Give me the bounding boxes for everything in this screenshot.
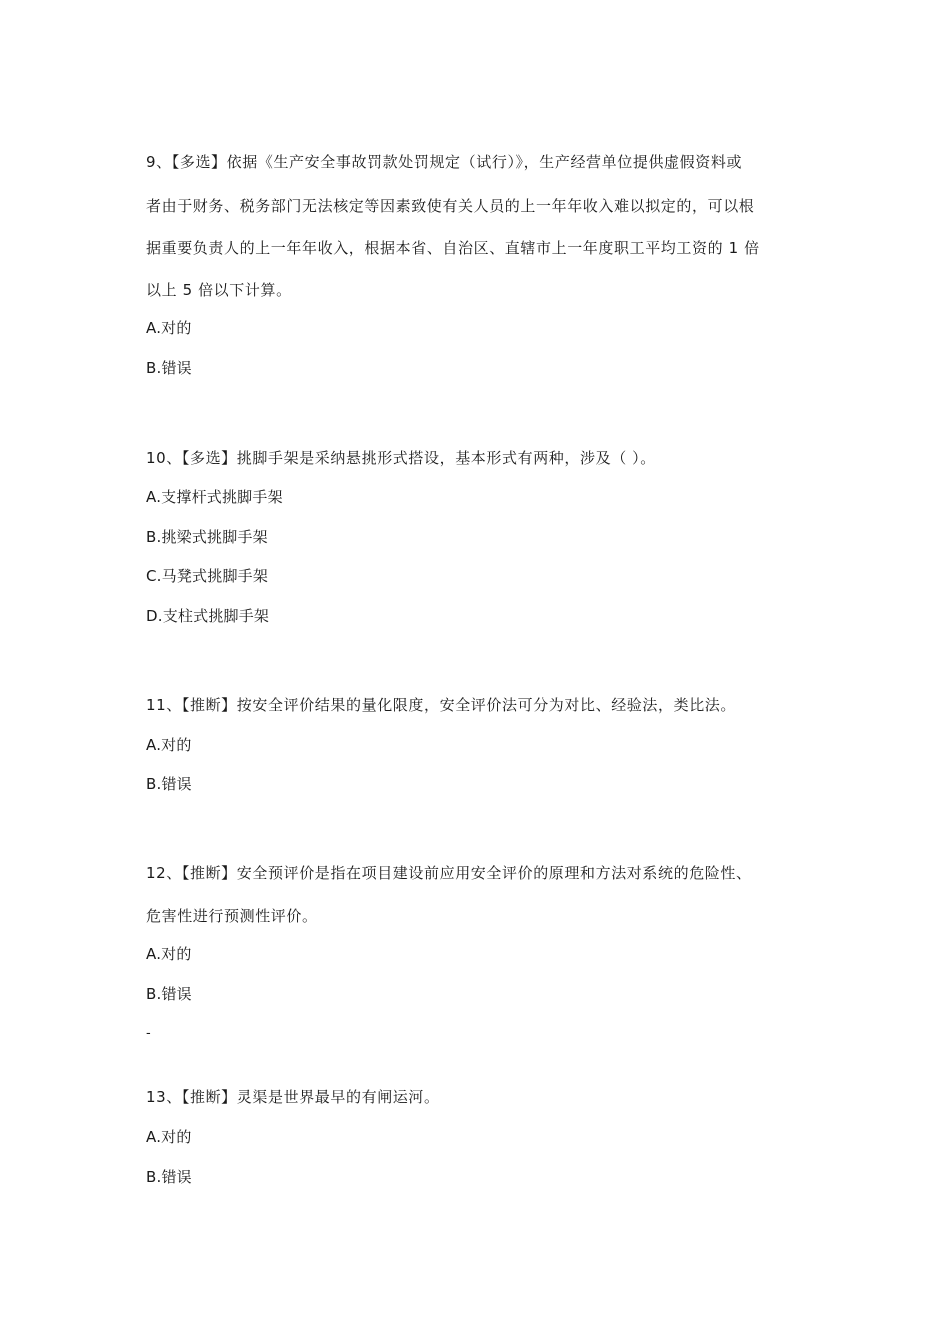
question-10-option-a: A.支撑杆式挑脚手架 [146, 488, 283, 506]
question-9-line-3: 据重要负责人的上一年年收入，根据本省、自治区、直辖市上一年度职工平均工资的 1 倍 [146, 239, 760, 257]
question-9-option-b: B.错误 [146, 359, 192, 377]
question-10-line-1: 10、【多选】挑脚手架是采纳悬挑形式搭设，基本形式有两种，涉及（ ）。 [146, 449, 656, 467]
question-12-option-b: B.错误 [146, 985, 192, 1003]
question-9-line-4: 以上 5 倍以下计算。 [146, 281, 292, 299]
question-11-option-a: A.对的 [146, 736, 192, 754]
question-10-option-c: C.马凳式挑脚手架 [146, 567, 269, 585]
question-12-option-a: A.对的 [146, 945, 192, 963]
question-11-line-1: 11、【推断】按安全评价结果的量化限度，安全评价法可分为对比、经验法，类比法。 [146, 696, 736, 714]
question-10-option-d: D.支柱式挑脚手架 [146, 607, 270, 625]
question-10-option-b: B.挑梁式挑脚手架 [146, 528, 268, 546]
separator-dash: - [146, 1026, 151, 1041]
question-9-line-1: 9、【多选】依据《生产安全事故罚款处罚规定（试行）》，生产经营单位提供虚假资料或 [146, 153, 743, 171]
question-13-option-a: A.对的 [146, 1128, 192, 1146]
question-9-line-2: 者由于财务、税务部门无法核定等因素致使有关人员的上一年年收入难以拟定的，可以根 [146, 197, 755, 215]
question-9-option-a: A.对的 [146, 319, 192, 337]
question-11-option-b: B.错误 [146, 775, 192, 793]
question-12-line-2: 危害性进行预测性评价。 [146, 907, 318, 925]
question-13-option-b: B.错误 [146, 1168, 192, 1186]
question-13-line-1: 13、【推断】灵渠是世界最早的有闸运河。 [146, 1088, 440, 1106]
question-12-line-1: 12、【推断】安全预评价是指在项目建设前应用安全评价的原理和方法对系统的危险性、 [146, 864, 752, 882]
